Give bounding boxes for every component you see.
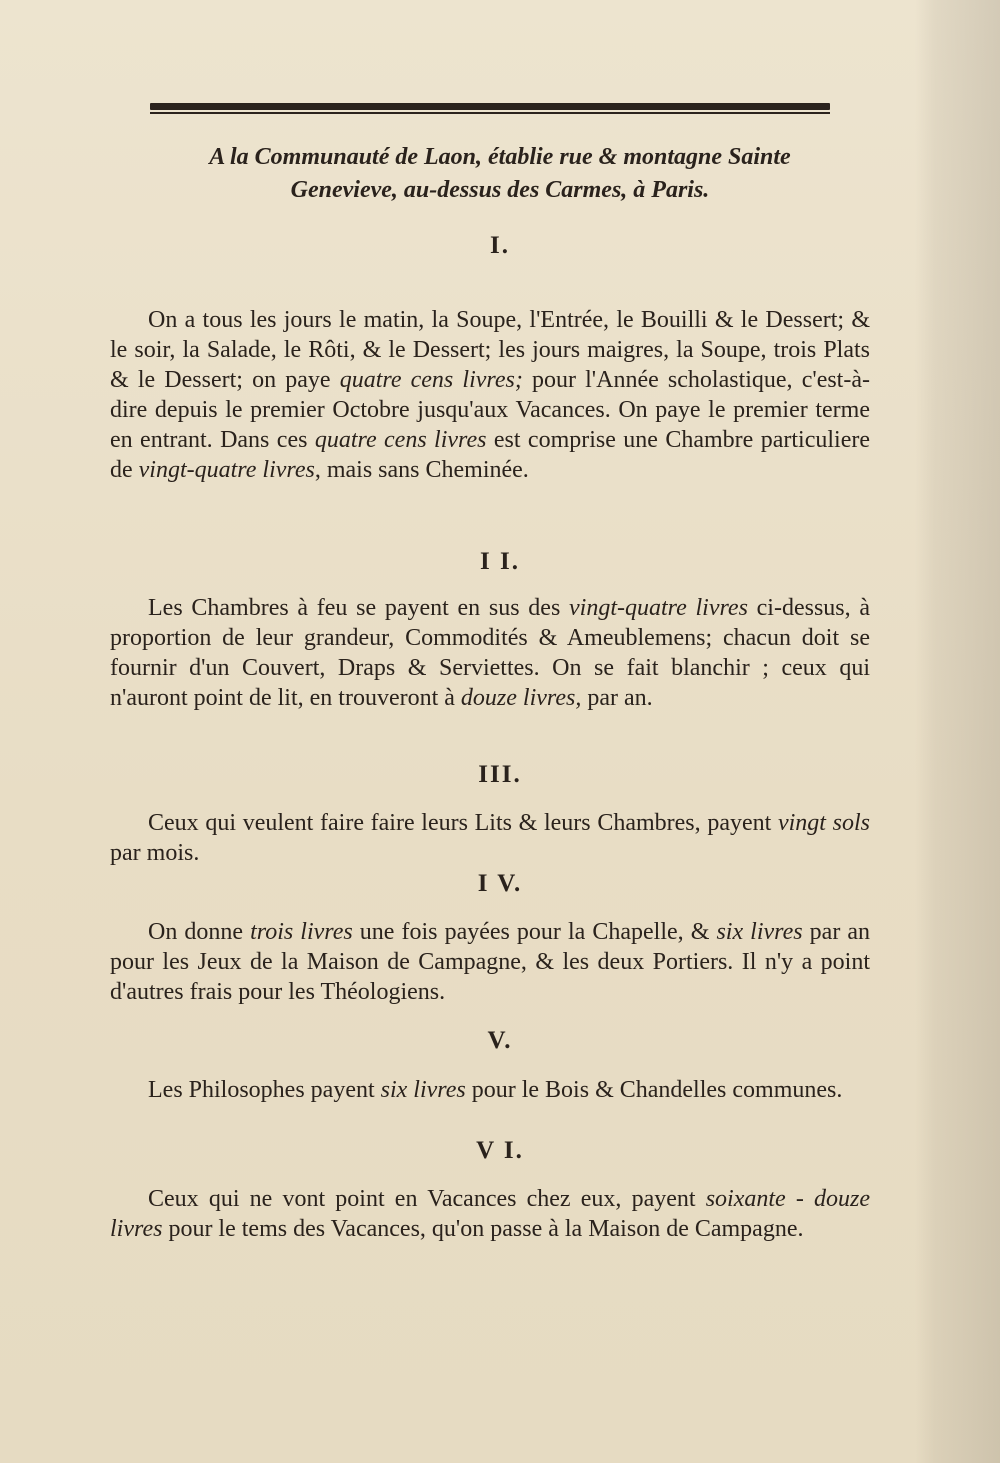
section-numeral-3: III. — [478, 761, 522, 788]
section-paragraph-3: Ceux qui veulent faire faire leurs Lits & leurs Chambres, payent vingt sols par mois. — [110, 810, 870, 866]
heading-line-2: Genevieve, au-dessus des Carmes, à Paris. — [290, 177, 710, 203]
section-paragraph-6: Ceux qui ne vont point en Vacances chez eux, payent soixante - douze livres pour le tems des Vacances, qu'on passe à la Maison de Campagne. — [110, 1186, 870, 1242]
section-numeral-6: V I. — [476, 1137, 524, 1164]
document-heading — [110, 141, 890, 207]
section-numeral-1: I. — [490, 232, 510, 259]
section-numeral-2: I I. — [480, 548, 520, 575]
section-numeral-5: V. — [487, 1027, 513, 1054]
heading-line-1: A la Communauté de Laon, établie rue & montagne Sainte — [209, 144, 791, 170]
section-paragraph-4: On donne trois livres une fois payées pour la Chapelle, & six livres par an pour les Jeux de la Maison de Campagne, & les deux Portiers. Il n'y a point d'autres frais pour les Théologiens. — [110, 919, 871, 1005]
section-numeral-4: I V. — [477, 870, 523, 897]
section-paragraph-2: Les Chambres à feu se payent en sus des vingt-quatre livres ci-dessus, à proportion de leur grandeur, Commodités & Ameublemens; chacun doit se fournir d'un Couvert, Draps & Serviettes. On se fait blanchir ; ceux qui n'auront point de lit, en trouveront à douze livres, par an. — [110, 595, 870, 711]
section-paragraph-5: Les Philosophes payent six livres pour le Bois & Chandelles communes. — [148, 1077, 843, 1103]
section-paragraph-1: On a tous les jours le matin, la Soupe, l'Entrée, le Bouilli & le Dessert; & le soir, la Salade, le Rôti, & le Dessert; les jours maigres, la Soupe, trois Plats & le Dessert; on paye quatre cens livres; pour l'Année scholastique, c'est-à-dire depuis le premier Octobre jusqu'aux Vacances. On paye le premier terme en entrant. Dans ces quatre cens livres est comprise une Chambre particuliere de vingt-quatre livres, mais sans Cheminée. — [110, 307, 870, 483]
decorative-rule — [150, 103, 830, 110]
